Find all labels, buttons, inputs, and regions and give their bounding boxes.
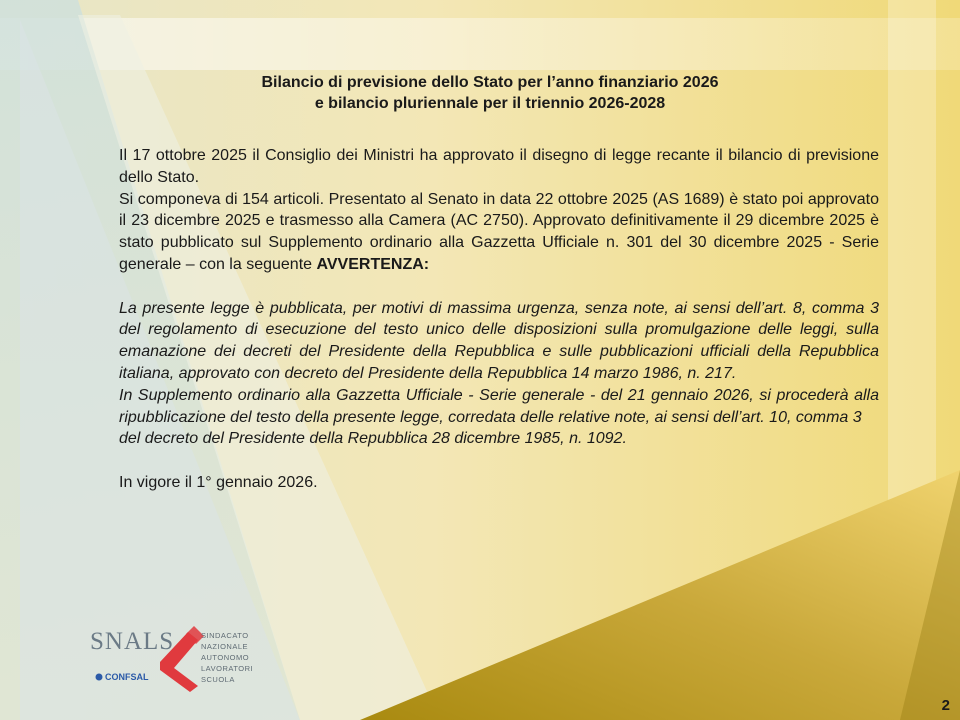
warning-label: AVVERTENZA:	[316, 255, 430, 273]
paragraph-iter	[119, 189, 879, 276]
slide-title	[120, 72, 860, 114]
logo-line-5: SCUOLA	[201, 675, 235, 684]
logo-line-4: LAVORATORI	[201, 664, 254, 673]
title-line-1: Bilancio di previsione dello Stato per l’anno finanziario 2026	[261, 74, 719, 91]
slide-body	[119, 145, 879, 494]
logo-line-3: AUTONOMO	[201, 653, 250, 662]
logo-line-2: NAZIONALE	[201, 642, 249, 651]
logo-line-1: SINDACATO	[201, 631, 249, 640]
closing-line: In vigore il 1° gennaio 2026.	[119, 473, 318, 491]
paragraph-iter-text: Si componeva di 154 articoli. Presentato al Senato in data 22 ottobre 2025 (AS 1689) è stato poi approvato il 23 dicembre 2025 e trasmesso alla Camera (AC 2750). Approvato definitivamente il 29 dicembre 2025 è stato pubblicato sul Supplemento ordinario alla Gazzetta Ufficiale n. 301 del 30 dicembre 2025 - Serie generale – con la seguente	[119, 190, 879, 273]
title-line-2: e bilancio pluriennale per il triennio 2026-2028	[314, 95, 666, 112]
page-number: 2	[941, 697, 950, 714]
snals-logo	[90, 622, 280, 692]
notice-paragraph-1: La presente legge è pubblicata, per motivi di massima urgenza, senza note, ai sensi dell’art. 8, comma 3 del regolamento di esecuzione del testo unico delle disposizioni sulla promulgazione delle leggi, sulla emanazione dei decreti del Presidente della Repubblica e sulle pubblicazioni ufficiali della Repubblica italiana, approvato con decreto del Presidente della Repubblica 14 marzo 1986, n. 217.	[119, 299, 879, 382]
logo-name: SNALS	[90, 628, 175, 655]
notice-paragraph-2: In Supplemento ordinario alla Gazzetta Ufficiale - Serie generale - del 21 gennaio 2026, si procederà alla ripubblicazione del testo della presente legge, corredata delle relative note, ai sensi dell’art. 10, comma 3	[119, 386, 879, 426]
paragraph-intro: Il 17 ottobre 2025 il Consiglio dei Ministri ha approvato il disegno di legge recante il bilancio di previsione dello Stato.	[119, 147, 879, 186]
logo-sub: CONFSAL	[105, 672, 149, 682]
notice-paragraph-3: del decreto del Presidente della Repubblica 28 dicembre 1985, n. 1092.	[119, 430, 627, 448]
confsal-icon	[96, 674, 103, 681]
